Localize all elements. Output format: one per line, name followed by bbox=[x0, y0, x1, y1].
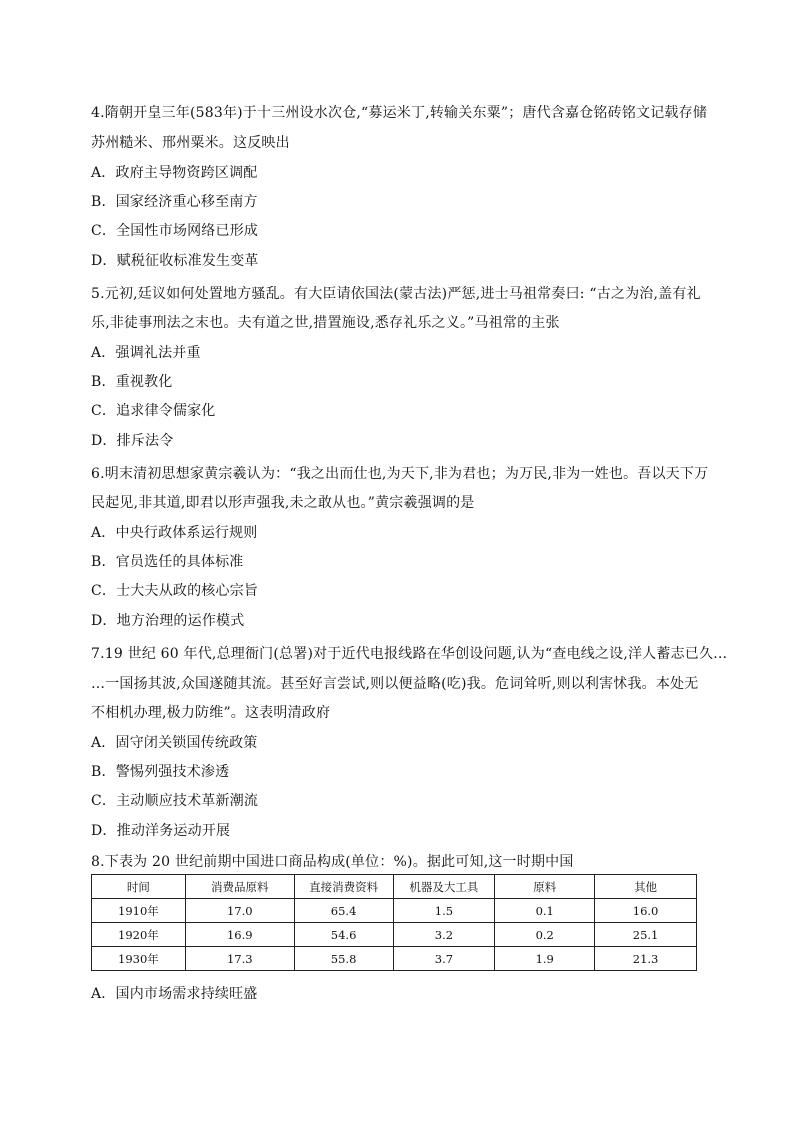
q6-stem-line-1: 6.明末清初思想家黄宗羲认为：“我之出而仕也,为天下,非为君也；为万民,非为一姓也。吾以天下万 bbox=[91, 466, 709, 482]
table-cell: 65.4 bbox=[294, 899, 393, 923]
q6-option-c[interactable]: C．士大夫从政的核心宗旨 bbox=[91, 583, 259, 599]
table-cell: 25.1 bbox=[595, 923, 697, 947]
q5-stem-line-1: 5.元初,廷议如何处置地方骚乱。有大臣请依国法(蒙古法)严惩,进士马祖常奏曰: “古之为治,盖有礼 bbox=[91, 286, 701, 302]
table-cell: 16.0 bbox=[595, 899, 697, 923]
table-cell: 0.2 bbox=[495, 923, 595, 947]
q7-option-a[interactable]: A．固守闭关锁国传统政策 bbox=[91, 735, 258, 751]
table-cell: 21.3 bbox=[595, 947, 697, 971]
table-header-row bbox=[92, 875, 697, 899]
q7-stem-line-2: …一国扬其波,众国遂随其流。甚至好言尝试,则以便益略(吃)我。危词耸听,则以利害怵我。本处无 bbox=[91, 676, 699, 692]
table-cell: 1920年 bbox=[92, 923, 186, 947]
q7-stem-line-1: 7.19 世纪 60 年代,总理衙门(总署)对于近代电报线路在华创设问题,认为“查电线之设,洋人蓄志已久… bbox=[91, 646, 728, 662]
q5-option-d[interactable]: D．排斥法令 bbox=[91, 433, 174, 449]
q6-option-d[interactable]: D．地方治理的运作模式 bbox=[91, 613, 245, 629]
q4-option-b[interactable]: B．国家经济重心移至南方 bbox=[91, 194, 258, 210]
q4-stem-line-1: 4.隋朝开皇三年(583年)于十三州设水次仓,“募运米丁,转输关东粟”；唐代含嘉仓铭砖铭文记载存储 bbox=[91, 105, 708, 121]
table-cell: 1.9 bbox=[495, 947, 595, 971]
q7-option-d[interactable]: D．推动洋务运动开展 bbox=[91, 823, 231, 839]
q5-stem-line-2: 乐,非徒事刑法之末也。夫有道之世,措置施设,悉存礼乐之义。”马祖常的主张 bbox=[91, 315, 560, 331]
q5-option-b[interactable]: B．重视教化 bbox=[91, 374, 173, 390]
table-cell: 1910年 bbox=[92, 899, 186, 923]
table-header-cell: 原料 bbox=[495, 875, 595, 899]
table-cell: 1930年 bbox=[92, 947, 186, 971]
table-row bbox=[92, 923, 697, 947]
table-cell: 3.7 bbox=[393, 947, 495, 971]
table-row bbox=[92, 899, 697, 923]
q7-stem-line-3: 不相机办理,极力防维”。这表明清政府 bbox=[91, 705, 331, 721]
q8-stem-line-1: 8.下表为 20 世纪前期中国进口商品构成(单位：%)。据此可知,这一时期中国 bbox=[91, 854, 574, 870]
q5-option-a[interactable]: A．强调礼法并重 bbox=[91, 345, 201, 361]
q4-stem-line-2: 苏州糙米、邢州粟米。这反映出 bbox=[91, 135, 290, 151]
table-cell: 54.6 bbox=[294, 923, 393, 947]
table-header-cell: 时间 bbox=[92, 875, 186, 899]
table-cell: 17.3 bbox=[185, 947, 294, 971]
q7-option-c[interactable]: C．主动顺应技术革新潮流 bbox=[91, 793, 259, 809]
table-header-cell: 消费品原料 bbox=[185, 875, 294, 899]
q7-option-b[interactable]: B．警惕列强技术渗透 bbox=[91, 764, 230, 780]
q6-stem-line-2: 民起见,非其道,即君以形声强我,未之敢从也。”黄宗羲强调的是 bbox=[91, 495, 475, 511]
q4-option-a[interactable]: A．政府主导物资跨区调配 bbox=[91, 165, 258, 181]
table-row bbox=[92, 947, 697, 971]
table-cell: 3.2 bbox=[393, 923, 495, 947]
table-cell: 17.0 bbox=[185, 899, 294, 923]
q8-option-a[interactable]: A．国内市场需求持续旺盛 bbox=[91, 986, 258, 1002]
q6-option-b[interactable]: B．官员选任的具体标准 bbox=[91, 554, 244, 570]
q4-option-c[interactable]: C．全国性市场网络已形成 bbox=[91, 223, 259, 239]
table-cell: 55.8 bbox=[294, 947, 393, 971]
import-composition-table bbox=[91, 874, 697, 971]
table-cell: 1.5 bbox=[393, 899, 495, 923]
q4-option-d[interactable]: D．赋税征收标准发生变革 bbox=[91, 253, 259, 269]
table-cell: 0.1 bbox=[495, 899, 595, 923]
q6-option-a[interactable]: A．中央行政体系运行规则 bbox=[91, 525, 258, 541]
table-header-cell: 机器及大工具 bbox=[393, 875, 495, 899]
table-cell: 16.9 bbox=[185, 923, 294, 947]
table-header-cell: 直接消费资料 bbox=[294, 875, 393, 899]
q5-option-c[interactable]: C．追求律令儒家化 bbox=[91, 403, 216, 419]
table-header-cell: 其他 bbox=[595, 875, 697, 899]
